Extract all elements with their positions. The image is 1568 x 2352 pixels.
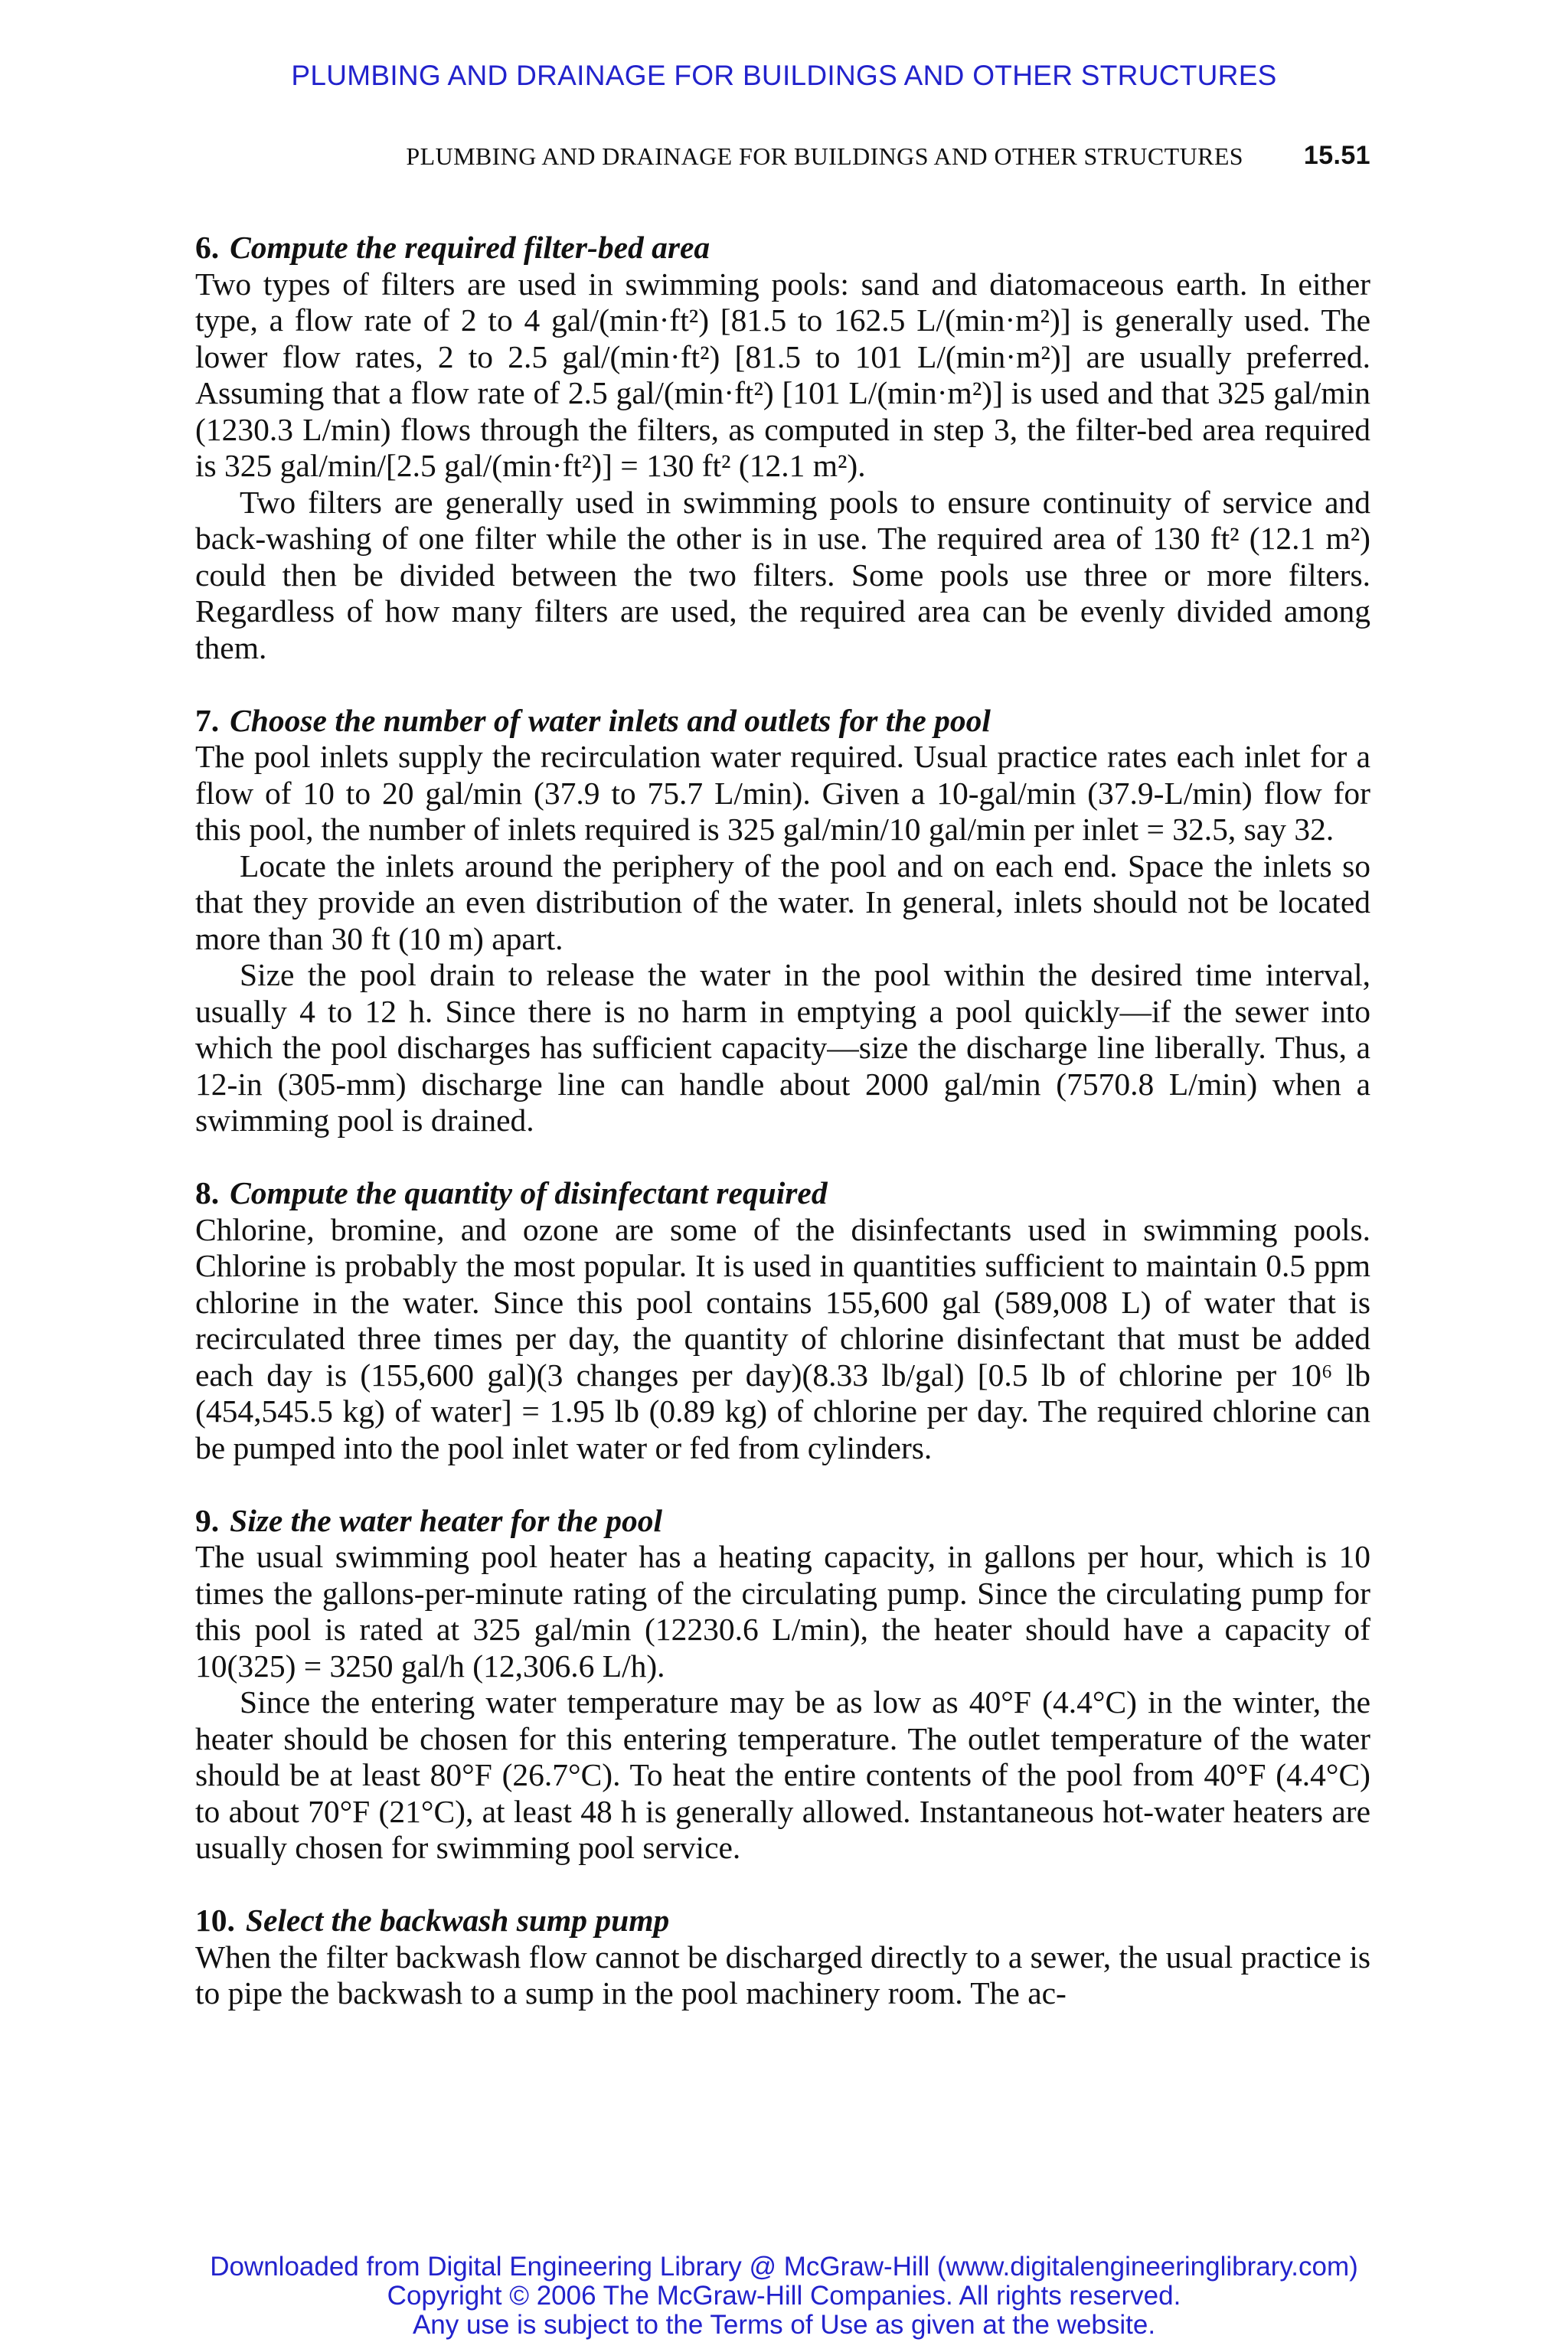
running-header-title: PLUMBING AND DRAINAGE FOR BUILDINGS AND OTHER STRUCTURES: [406, 142, 1243, 170]
step-10: [195, 1903, 1370, 2012]
footer-terms[interactable]: Any use is subject to the Terms of Use as given at the website.: [412, 2310, 1156, 2340]
step-title: Choose the number of water inlets and outlets for the pool: [230, 702, 991, 738]
footer-download-link[interactable]: Downloaded from Digital Engineering Library @ McGraw-Hill (www.digitalengineeringlibrary.com): [210, 2252, 1358, 2282]
step-title: Size the water heater for the pool: [230, 1502, 662, 1538]
paragraph: When the filter backwash flow cannot be discharged directly to a sewer, the usual practice is to pipe the backwash to a sump in the pool machinery room. The ac-: [195, 1939, 1370, 2011]
footer: [0, 2252, 1568, 2340]
paragraph: The usual swimming pool heater has a heating capacity, in gallons per hour, which is 10 times the gallons-per-minute rating of the circulating pump. Since the circulating pump for this pool is rated at 325 gal/min (12230.6 L/min), the heater should have a capacity of 10(325) = 3250 gal/h (12,306.6 L/h).: [195, 1539, 1370, 1684]
step-6: [195, 230, 1370, 666]
top-banner-link[interactable]: PLUMBING AND DRAINAGE FOR BUILDINGS AND OTHER STRUCTURES: [291, 60, 1277, 91]
paragraph: The pool inlets supply the recirculation water required. Usual practice rates each inlet for a flow of 10 to 20 gal/min (37.9 to 75.7 L/min). Given a 10-gal/min (37.9-L/min) flow for this pool, the number of inlets required is 325 gal/min/10 gal/min per inlet = 32.5, say 32.: [195, 739, 1370, 847]
step-number: 6.: [195, 230, 220, 265]
paragraph: Two filters are generally used in swimming pools to ensure continuity of service and back-washing of one filter while the other is in use. The required area of 130 ft² (12.1 m²) could then be divided between the two filters. Some pools use three or more filters. Regardless of how many filters are used, the required area can be evenly divided among them.: [195, 484, 1370, 665]
page-body: [195, 230, 1370, 2048]
step-heading: [195, 703, 1370, 740]
paragraph: Locate the inlets around the periphery of the pool and on each end. Space the inlets so that they provide an even distribution of the water. In general, inlets should not be located more than 30 ft (10 m) apart.: [195, 848, 1370, 956]
step-heading: [195, 230, 1370, 266]
step-heading: [195, 1175, 1370, 1212]
step-number: 7.: [195, 702, 220, 738]
step-heading: [195, 1503, 1370, 1540]
step-number: 9.: [195, 1502, 220, 1538]
step-heading: [195, 1903, 1370, 1939]
paragraph: Size the pool drain to release the water in the pool within the desired time interval, usually 4 to 12 h. Since there is no harm in emptying a pool quickly—if the sewer into which the pool discharges has sufficient capacity—size the discharge line liberally. Thus, a 12-in (305-mm) discharge line can handle about 2000 gal/min (7570.8 L/min) when a swimming pool is drained.: [195, 957, 1370, 1138]
step-number: 8.: [195, 1175, 220, 1210]
step-7: [195, 703, 1370, 1139]
paragraph: Chlorine, bromine, and ozone are some of the disinfectants used in swimming pools. Chlorine is probably the most popular. It is used in quantities sufficient to maintain 0.5 ppm chlorine in the water. Since this pool contains 155,600 gal (589,008 L) of water that is recirculated three times per day, the quantity of chlorine disinfectant that must be added each day is (155,600 gal)(3 changes per day)(8.33 lb/gal) [0.5 lb of chlorine per 10⁶ lb (454,545.5 kg) of water] = 1.95 lb (0.89 kg) of chlorine per day. The required chlorine can be pumped into the pool inlet water or fed from cylinders.: [195, 1211, 1370, 1465]
paragraph: Since the entering water temperature may be as low as 40°F (4.4°C) in the winter, the heater should be chosen for this entering temperature. The outlet temperature of the water should be at least 80°F (26.7°C). To heat the entire contents of the pool from 40°F (4.4°C) to about 70°F (21°C), at least 48 h is generally allowed. Instantaneous hot-water heaters are usually chosen for swimming pool service.: [195, 1684, 1370, 1865]
step-8: [195, 1175, 1370, 1466]
step-title: Select the backwash sump pump: [245, 1903, 670, 1938]
step-number: 10.: [195, 1903, 235, 1938]
step-title: Compute the required filter-bed area: [230, 230, 710, 265]
paragraph: Two types of filters are used in swimming pools: sand and diatomaceous earth. In either type, a flow rate of 2 to 4 gal/(min·ft²) [81.5 to 162.5 L/(min·m²)] is generally used. The lower flow rates, 2 to 2.5 gal/(min·ft²) [81.5 to 101 L/(min·m²)] are usually preferred. Assuming that a flow rate of 2.5 gal/(min·ft²) [101 L/(min·m²)] is used and that 325 gal/min (1230.3 L/min) flows through the filters, as computed in step 3, the filter-bed area required is 325 gal/min/[2.5 gal/(min·ft²)] = 130 ft² (12.1 m²).: [195, 266, 1370, 483]
step-title: Compute the quantity of disinfectant required: [230, 1175, 828, 1210]
step-9: [195, 1503, 1370, 1867]
footer-copyright[interactable]: Copyright © 2006 The McGraw-Hill Companies. All rights reserved.: [387, 2281, 1181, 2311]
page-number: 15.51: [1303, 141, 1370, 170]
